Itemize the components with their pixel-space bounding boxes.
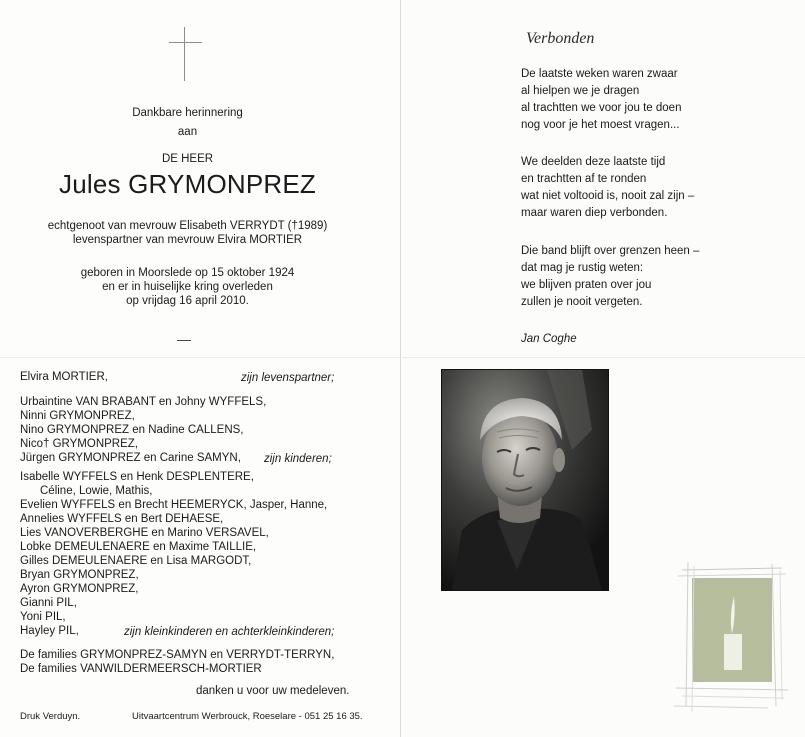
poem-line: al trachtten we voor jou te doen	[521, 102, 682, 114]
family-line: Elvira MORTIER,	[20, 371, 108, 383]
candle-illustration	[672, 556, 790, 716]
family-line: Ayron GRYMONPREZ,	[20, 583, 139, 595]
family-line: Urbaintine VAN BRABANT en Johny WYFFELS,	[20, 396, 267, 408]
family-line: Lies VANOVERBERGHE en Marino VERSAVEL,	[20, 527, 269, 539]
family-line: Yoni PIL,	[20, 611, 66, 623]
spouse-line: echtgenoot van mevrouw Elisabeth VERRYDT (†1989)	[47, 220, 328, 232]
family-role: zijn kleinkinderen en achterkleinkinderen;	[124, 626, 335, 638]
family-line: De families VANWILDERMEERSCH-MORTIER	[20, 663, 262, 675]
born-line: geboren in Moorslede op 15 oktober 1924	[80, 267, 295, 279]
family-line: Jürgen GRYMONPREZ en Carine SAMYN,	[20, 452, 241, 464]
poem-line: We deelden deze laatste tijd	[521, 156, 666, 168]
family-line: Evelien WYFFELS en Brecht HEEMERYCK, Jasper, Hanne,	[20, 499, 328, 511]
poem-line: De laatste weken waren zwaar	[521, 68, 678, 80]
portrait-photo	[441, 369, 609, 591]
died-line: en er in huiselijke kring overleden	[102, 281, 273, 293]
thanks-line: danken u voor uw medeleven.	[196, 685, 350, 697]
poem-line: wat niet voltooid is, nooit zal zijn –	[521, 190, 695, 202]
poem-line: en trachtten af te ronden	[521, 173, 647, 185]
family-line: Gianni PIL,	[20, 597, 77, 609]
family-line: Gilles DEMEULENAERE en Lisa MARGODT,	[20, 555, 252, 567]
poem-line: al hielpen we je dragen	[521, 85, 640, 97]
date-line: op vrijdag 16 april 2010.	[126, 295, 249, 307]
family-line: Bryan GRYMONPREZ,	[20, 569, 139, 581]
family-line: Hayley PIL,	[20, 625, 79, 637]
family-line: Nico† GRYMONPREZ,	[20, 438, 139, 450]
funeral-home-credit: Uitvaartcentrum Werbrouck, Roeselare - 051 25 16 35.	[132, 711, 363, 722]
family-line: Annelies WYFFELS en Bert DEHAESE,	[20, 513, 224, 525]
family-role: zijn levenspartner;	[241, 372, 335, 384]
intro-text: Dankbare herinnering	[132, 107, 243, 119]
family-line: Nino GRYMONPREZ en Nadine CALLENS,	[20, 424, 244, 436]
family-line: Isabelle WYFFELS en Henk DESPLENTERE,	[20, 471, 254, 483]
poem-line: dat mag je rustig weten:	[521, 262, 644, 274]
family-line: Ninni GRYMONPREZ,	[20, 410, 135, 422]
page-fold	[400, 0, 401, 737]
deceased-name: Jules GRYMONPREZ	[59, 169, 316, 199]
poem-title: Verbonden	[526, 30, 595, 47]
card-fold-horizontal	[0, 357, 805, 358]
family-line: Lobke DEMEULENAERE en Maxime TAILLIE,	[20, 541, 257, 553]
poem-line: Die band blijft over grenzen heen –	[521, 245, 700, 257]
partner-line: levenspartner van mevrouw Elvira MORTIER	[72, 234, 303, 246]
poem-line: nog voor je het moest vragen...	[521, 119, 680, 131]
family-line: Céline, Lowie, Mathis,	[40, 485, 153, 497]
poem-author: Jan Coghe	[521, 333, 577, 345]
printer-credit: Druk Verduyn.	[20, 711, 81, 722]
poem-line: we blijven praten over jou	[521, 279, 652, 291]
title-text: DE HEER	[161, 153, 214, 165]
poem-line: maar waren diep verbonden.	[521, 207, 668, 219]
family-role: zijn kinderen;	[264, 453, 332, 465]
divider	[177, 340, 191, 341]
poem-line: zullen je nooit vergeten.	[521, 296, 643, 308]
family-line: De families GRYMONPREZ-SAMYN en VERRYDT-TERRYN,	[20, 649, 335, 661]
aan-text: aan	[177, 126, 198, 138]
